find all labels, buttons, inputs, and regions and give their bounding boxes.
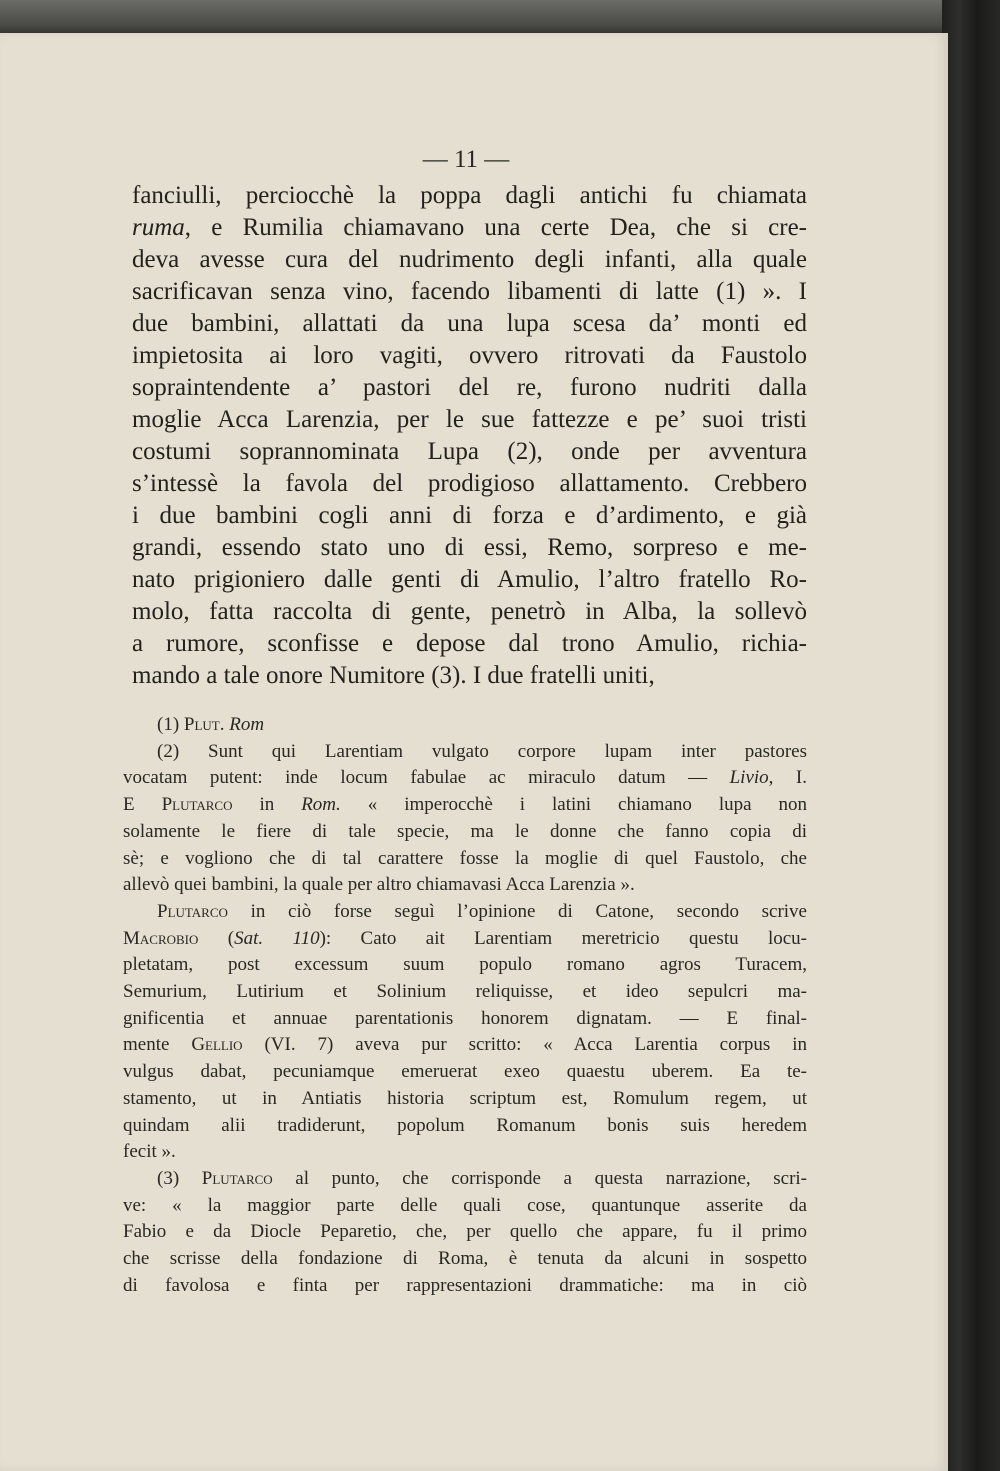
footnote-line: Macrobio (Sat. 110): Cato ait Larentiam meretricio questu locu- — [123, 927, 807, 949]
footnote-line: solamente le fiere di tale specie, ma le donne che fanno copia di — [123, 820, 807, 842]
body-line: costumi soprannominata Lupa (2), onde per avventura — [132, 438, 807, 465]
footnote-line: gnificentia et annuae parentationis honorem dignatam. — E final- — [123, 1007, 807, 1029]
body-line: moglie Acca Larenzia, per le sue fattezze e pe’ suoi tristi — [132, 406, 807, 433]
body-line: ruma, e Rumilia chiamavano una certe Dea, che si cre- — [132, 214, 807, 241]
footnote-line: quindam alii tradiderunt, popolum Romanum bonis suis heredem — [123, 1114, 807, 1136]
footnote-line: vulgus dabat, pecuniamque emeruerat exeo quaestu uberem. Ea te- — [123, 1061, 807, 1083]
body-line: fanciulli, perciocchè la poppa dagli antichi fu chiamata — [132, 182, 807, 209]
body-line: sacrificavan senza vino, facendo libamenti di latte (1) ». I — [132, 278, 807, 305]
body-line: nato prigioniero dalle genti di Amulio, l’altro fratello Ro- — [132, 566, 807, 593]
footnote-line: sè; e vogliono che di tal carattere fosse la moglie di quel Faustolo, che — [123, 847, 807, 869]
footnote-line: Fabio e da Diocle Peparetio, che, per quello che appare, fu il primo — [123, 1221, 807, 1243]
footnote-line: ve: « la maggior parte delle quali cose, quantunque asserite da — [123, 1194, 807, 1216]
footnote-line: pletatam, post excessum suum populo romano agros Turacem, — [123, 954, 807, 976]
body-line: mando a tale onore Numitore (3). I due fratelli uniti, — [132, 662, 655, 689]
footnote-line: di favolosa e finta per rappresentazioni drammatiche: ma in ciò — [123, 1274, 807, 1296]
footnote-line: allevò quei bambini, la quale per altro chiamavasi Acca Larenzia ». — [123, 874, 635, 896]
footnote-line: che scrisse della fondazione di Roma, è tenuta da alcuni in sospetto — [123, 1248, 807, 1270]
footnote-line: vocatam putent: inde locum fabulae ac miraculo datum — Livio, I. — [123, 767, 807, 789]
book-binding-edge — [942, 0, 1000, 1471]
body-line: deva avesse cura del nudrimento degli infanti, alla quale — [132, 246, 807, 273]
main-body-text — [132, 180, 807, 692]
body-line: due bambini, allattati da una lupa scesa da’ monti ed — [132, 310, 807, 337]
footnote-line: Semurium, Lutirium et Solinium reliquisse, et ideo sepulcri ma- — [123, 981, 807, 1003]
footnote-line: Plutarco in ciò forse seguì l’opinione di Catone, secondo scrive — [157, 900, 807, 922]
body-line: s’intessè la favola del prodigioso allattamento. Crebbero — [132, 470, 807, 497]
footnote-line: mente Gellio (VI. 7) aveva pur scritto: « Acca Larentia corpus in — [123, 1034, 807, 1056]
footnote-line: (1) Plut. Rom — [157, 714, 265, 735]
page-number: — 11 — — [422, 146, 510, 173]
scan-top-edge — [0, 0, 1000, 36]
body-line: impietosita ai loro vagiti, ovvero ritrovati da Faustolo — [132, 342, 807, 369]
footnote-line: E Plutarco in Rom. « imperocchè i latini chiamano lupa non — [123, 794, 808, 816]
body-line: molo, fatta raccolta di gente, penetrò in Alba, la sollevò — [132, 598, 807, 625]
footnote-line: fecit ». — [123, 1141, 176, 1163]
footnote-line: (3) Plutarco al punto, che corrisponde a questa narrazione, scri- — [157, 1167, 807, 1189]
body-line: a rumore, sconfisse e depose dal trono Amulio, richia- — [132, 630, 807, 657]
footnote-line: (2) Sunt qui Larentiam vulgato corpore lupam inter pastores — [157, 740, 807, 762]
footnote-line: stamento, ut in Antiatis historia scriptum est, Romulum regem, ut — [123, 1087, 807, 1109]
body-line: i due bambini cogli anni di forza e d’ardimento, e già — [132, 502, 807, 529]
body-line: grandi, essendo stato uno di essi, Remo, sorpreso e me- — [132, 534, 807, 561]
body-line: sopraintendente a’ pastori del re, furono nudriti dalla — [132, 374, 807, 401]
footnotes — [123, 712, 807, 1299]
